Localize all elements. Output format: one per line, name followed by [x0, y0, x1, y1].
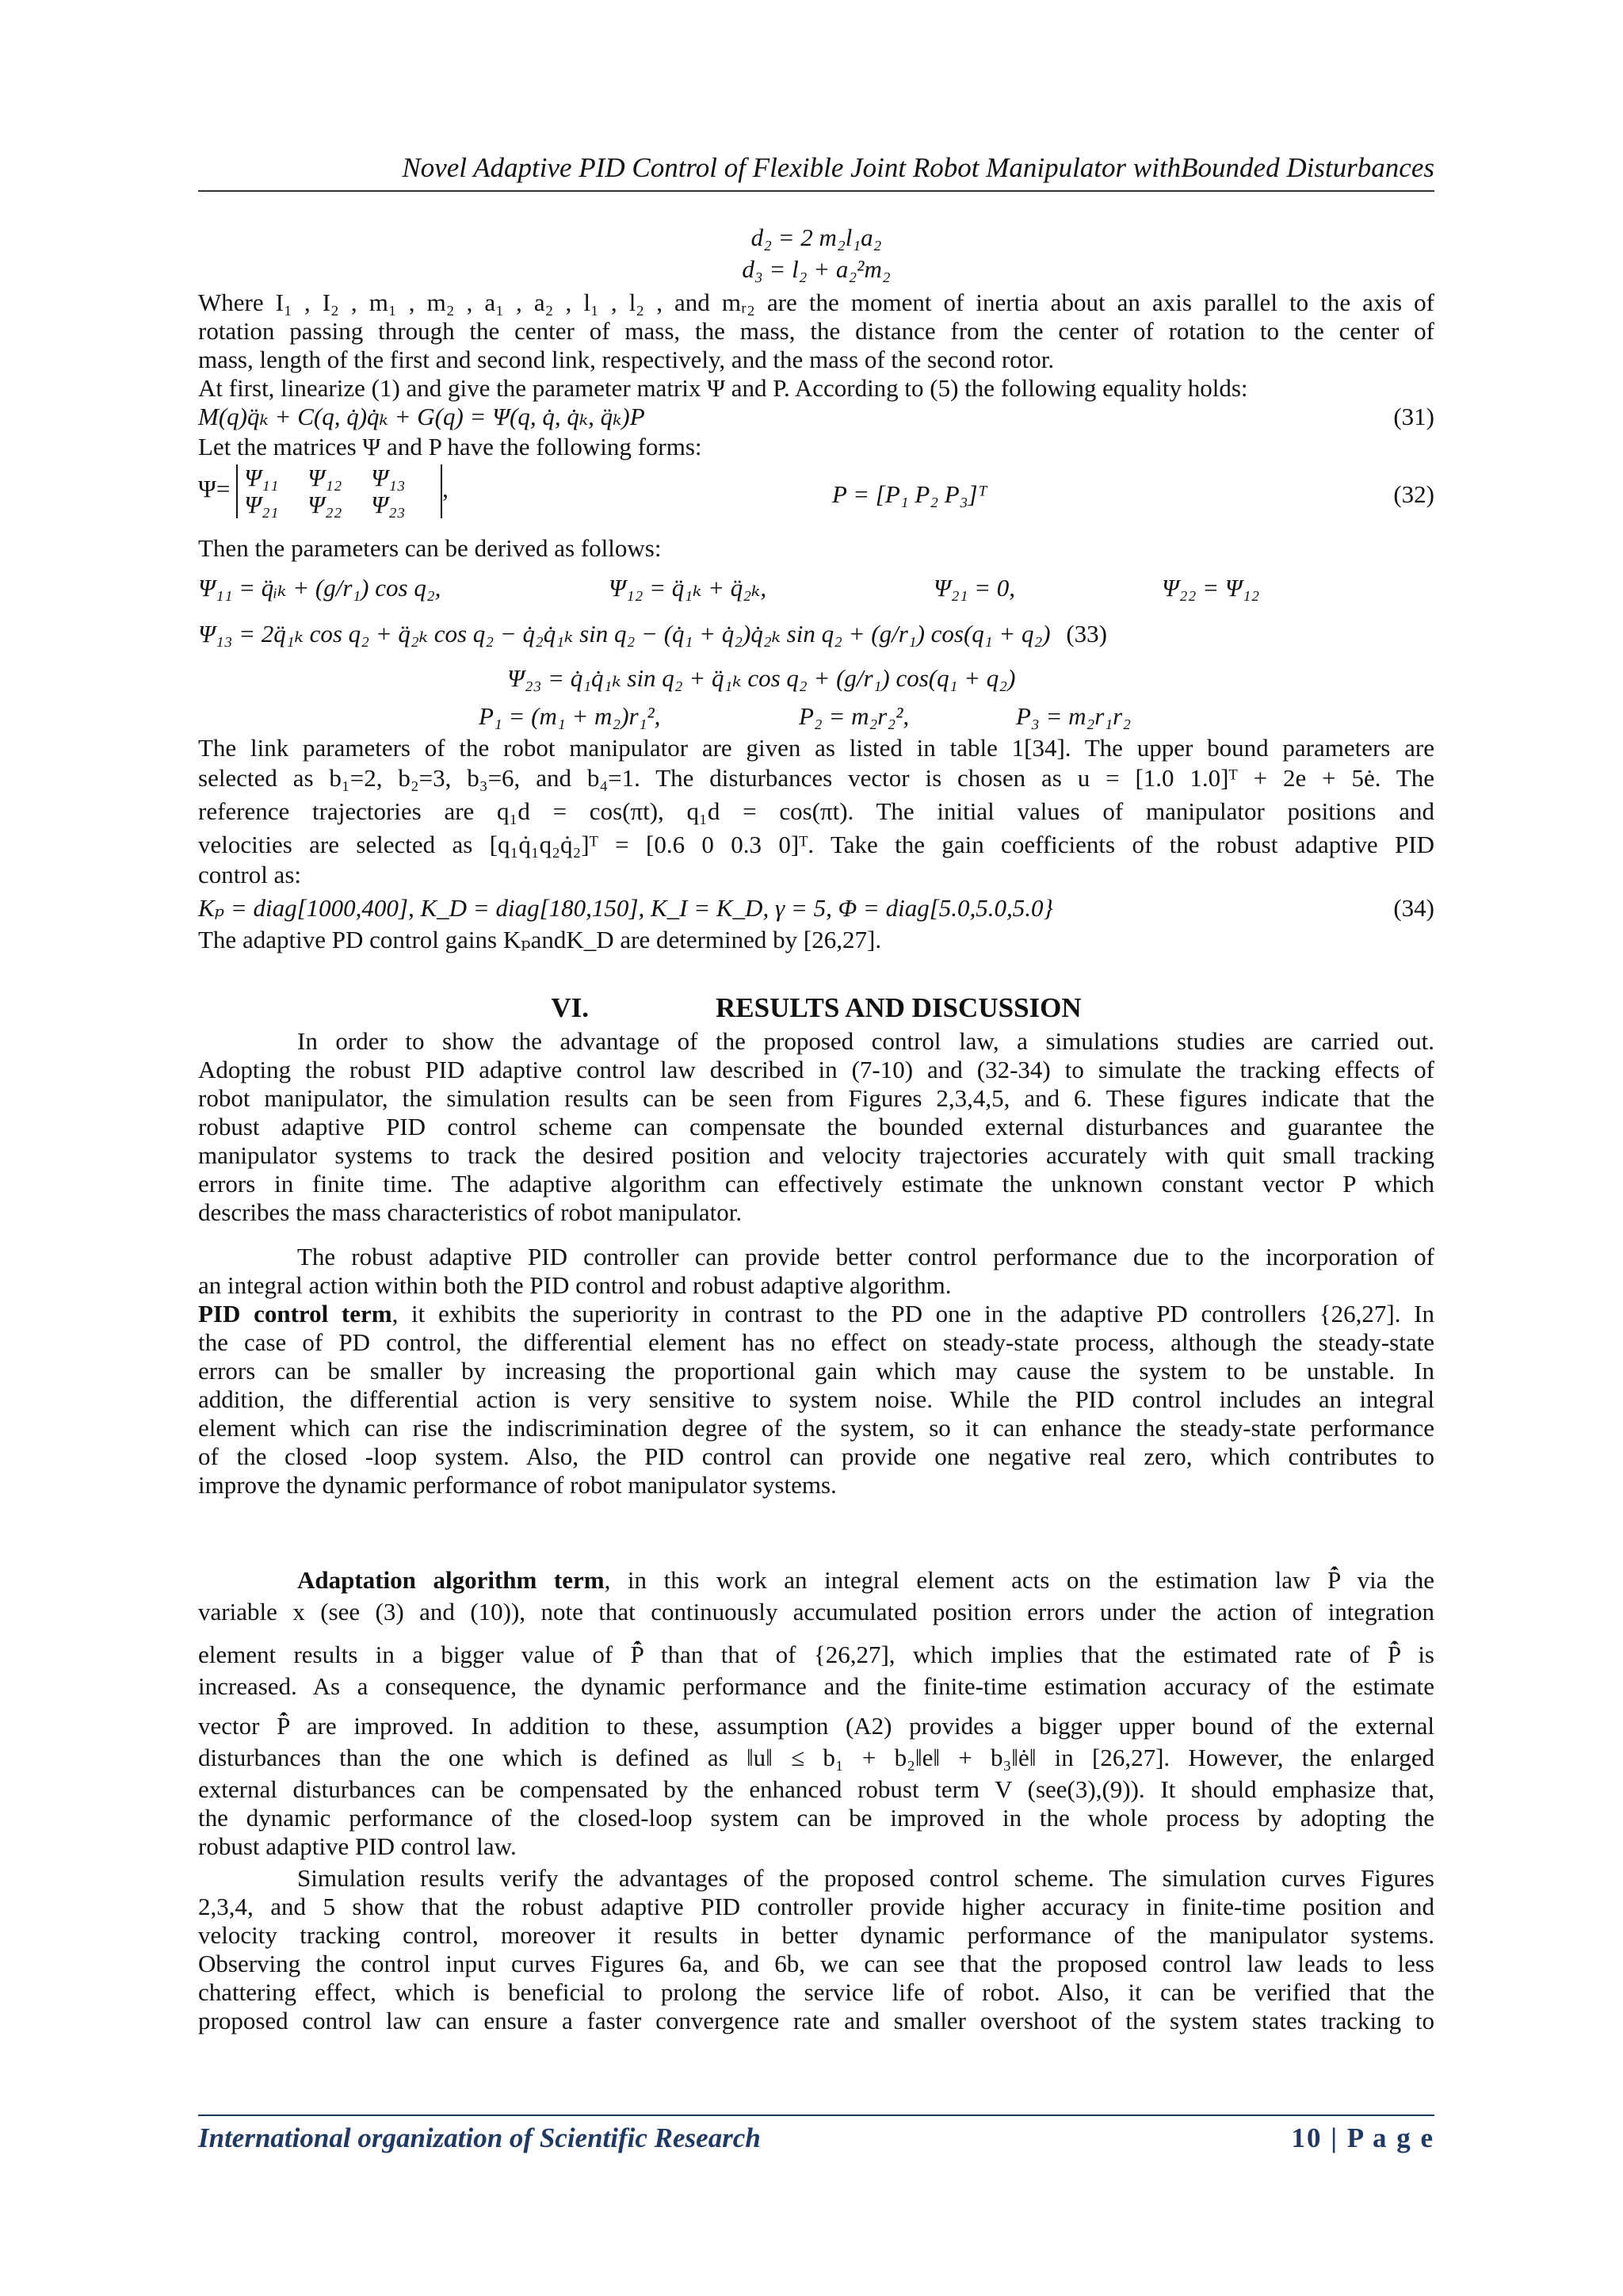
- text-line: velocity tracking control, moreover it results in better dynamic performance of the manipulator systems.: [198, 1921, 1434, 1949]
- text-line: disturbances than the one which is defined as ‖u‖ ≤ b₁ + b₂‖e‖ + b₃‖ė‖ in [26,27]. However, the enlarged: [198, 1744, 1434, 1771]
- text-line: increased. As a consequence, the dynamic performance and the finite-time estimation accuracy of the estimate: [198, 1672, 1434, 1700]
- psi-tail: ,: [442, 475, 449, 503]
- text-line: [198, 1300, 1434, 1328]
- section-number: VI.: [551, 992, 589, 1023]
- text-line: control as:: [198, 861, 301, 888]
- text-line: rotation passing through the center of mass, the mass, the distance from the center of rotation to the center of: [198, 317, 1434, 345]
- matrix-cell: Ψ₂₁: [244, 491, 279, 518]
- text-line: Let the matrices Ψ and P have the following forms:: [198, 433, 702, 460]
- text-line: robot manipulator, the simulation results can be seen from Figures 2,3,4,5, and 6. These figures indicate that the: [198, 1084, 1434, 1112]
- text-line: manipulator systems to track the desired position and velocity trajectories accurately with quit small tracking: [198, 1141, 1434, 1169]
- section-title: RESULTS AND DISCUSSION: [715, 992, 1082, 1023]
- text-line: of the closed -loop system. Also, the PID control can provide one negative real zero, which contributes to: [198, 1442, 1434, 1470]
- text-line: The link parameters of the robot manipulator are given as listed in table 1[34]. The upper bound parameters are: [198, 734, 1434, 762]
- text-span: , in this work an integral element acts on the estimation law P̂̇ via the: [604, 1566, 1434, 1594]
- equation-term: Ψ₁₃ = 2q̈₁ₖ cos q₂ + q̈₂ₖ cos q₂ − q̇₂q̇₁ₖ sin q₂ − (q̇₁ + q̇₂)q̇₂ₖ sin q₂ + (g/r₁) cos(q₁ + q₂): [198, 620, 1051, 648]
- text-line: reference trajectories are q₁d = cos(πt), q₁d = cos(πt). The initial values of manipulator positions and: [198, 797, 1434, 825]
- matrix-cell: Ψ₁₃: [371, 464, 406, 491]
- equation-31: [198, 403, 1434, 431]
- equation-term: P₁ = (m₁ + m₂)r₁²,: [479, 702, 661, 730]
- equation-term: P₂ = m₂r₂²,: [799, 702, 910, 730]
- psi-matrix-row: [244, 491, 434, 518]
- psi-label: Ψ=: [198, 475, 231, 503]
- text-line: Adopting the robust PID adaptive control law described in (7-10) and (32-34) to simulate the tracking effects of: [198, 1056, 1434, 1083]
- text-line: robust adaptive PID control law.: [198, 1832, 517, 1860]
- page-number: 10 | P a g e: [1291, 2122, 1434, 2153]
- text-line: At first, linearize (1) and give the parameter matrix Ψ and P. According to (5) the following equality holds:: [198, 374, 1248, 402]
- text-line: errors in finite time. The adaptive algorithm can effectively estimate the unknown constant vector P which: [198, 1170, 1434, 1198]
- text-line: Observing the control input curves Figures 6a, and 6b, we can see that the proposed control law leads to less: [198, 1950, 1434, 1977]
- equation-33-line3: Ψ₂₃ = q̇₁q̇₁ₖ sin q₂ + q̈₁ₖ cos q₂ + (g/r₁) cos(q₁ + q₂): [507, 664, 1016, 692]
- adaptation-term-heading: Adaptation algorithm term: [297, 1566, 605, 1594]
- equation-34: [198, 894, 1434, 923]
- equation-term: P₃ = m₂r₁r₂: [1016, 702, 1131, 730]
- text-line: element results in a bigger value of P̂̇ than that of {26,27], which implies that the estimated rate of P̂̇ is: [198, 1641, 1434, 1668]
- equation-number: (33): [1066, 620, 1107, 648]
- footer-rule: [198, 2115, 1434, 2116]
- equation-33-line2: [198, 620, 1434, 648]
- equation-number: (32): [1393, 480, 1434, 508]
- text-line: selected as b₁=2, b₂=3, b₃=6, and b₄=1. The disturbances vector is chosen as u = [1.0 1.0]ᵀ + 2e + 5ė. The: [198, 764, 1434, 792]
- equation-34-body: Kₚ = diag[1000,400], K_D = diag[180,150], K_I = K_D, γ = 5, Φ = diag[5.0,5.0,5.0}: [198, 894, 1053, 922]
- text-line: Then the parameters can be derived as follows:: [198, 534, 662, 562]
- matrix-cell: Ψ₁₂: [307, 464, 342, 491]
- text-line: the dynamic performance of the closed-loop system can be improved in the whole process by adopting the: [198, 1804, 1434, 1832]
- psi-matrix-row: [244, 464, 434, 491]
- matrix-cell: Ψ₂₂: [307, 491, 342, 518]
- matrix-cell: Ψ₁₁: [244, 464, 279, 491]
- text-line: variable x (see (3) and (10)), note that continuously accumulated position errors under the action of integration: [198, 1598, 1434, 1626]
- equation-term: Ψ₂₁ = 0,: [934, 574, 1016, 602]
- text-line: robust adaptive PID control scheme can compensate the bounded external disturbances and guarantee the: [198, 1113, 1434, 1140]
- text-line: The adaptive PD control gains KₚandK_D are determined by [26,27].: [198, 926, 882, 953]
- text-line: 2,3,4, and 5 show that the robust adaptive PID controller provide higher accuracy in finite-time position and: [198, 1893, 1434, 1920]
- equation-d2: d₂ = 2 m₂l₁a₂: [750, 223, 882, 251]
- equation-31-body: M(q)q̈ₖ + C(q, q̇)q̇ₖ + G(q) = Ψ(q, q̇, q̇ₖ, q̈ₖ)P: [198, 403, 645, 430]
- pid-term-heading: PID control term: [198, 1300, 392, 1328]
- text-line: errors can be smaller by increasing the proportional gain which may cause the system to be unstable. In: [198, 1357, 1434, 1385]
- text-line: Simulation results verify the advantages of the proposed control scheme. The simulation curves Figures: [297, 1864, 1434, 1892]
- equation-d3: d₃ = l₂ + a₂²m₂: [742, 255, 891, 283]
- text-span: , it exhibits the superiority in contrast to the PD one in the adaptive PD controllers {26,27]. In: [391, 1300, 1434, 1328]
- equation-number: (31): [1393, 403, 1434, 430]
- text-line: The robust adaptive PID controller can provide better control performance due to the incorporation of: [297, 1243, 1434, 1270]
- text-line: Where I₁ , I₂ , m₁ , m₂ , a₁ , a₂ , l₁ , l₂ , and mᵣ₂ are the moment of inertia about an axis parallel to the axis of: [198, 288, 1434, 316]
- text-line: the case of PD control, the differential element has no effect on steady-state process, although the steady-state: [198, 1328, 1434, 1356]
- equation-32: [198, 464, 1434, 525]
- header-rule: [198, 190, 1434, 192]
- text-line: mass, length of the first and second link, respectively, and the mass of the second rotor.: [198, 346, 1055, 373]
- equation-term: Ψ₁₂ = q̈₁ₖ + q̈₂ₖ,: [609, 574, 767, 602]
- text-line: addition, the differential action is very sensitive to system noise. While the PID control includes an integral: [198, 1385, 1434, 1413]
- section-heading: [198, 992, 1434, 1024]
- text-line: In order to show the advantage of the proposed control law, a simulations studies are carried out.: [297, 1027, 1434, 1055]
- equation-term: Ψ₁₁ = q̈ᵢₖ + (g/r₁) cos q₂,: [198, 574, 441, 602]
- text-line: an integral action within both the PID control and robust adaptive algorithm.: [198, 1271, 952, 1299]
- text-line: describes the mass characteristics of robot manipulator.: [198, 1198, 743, 1226]
- running-header: Novel Adaptive PID Control of Flexible Joint Robot Manipulator withBounded Disturbances: [402, 152, 1434, 183]
- equation-term: Ψ₂₂ = Ψ₁₂: [1162, 574, 1260, 602]
- text-line: improve the dynamic performance of robot manipulator systems.: [198, 1471, 837, 1499]
- equation-number: (34): [1393, 894, 1434, 922]
- text-line: [198, 1566, 1434, 1595]
- text-line: chattering effect, which is beneficial to prolong the service life of robot. Also, it can be verified that the: [198, 1978, 1434, 2006]
- text-line: proposed control law can ensure a faster convergence rate and smaller overshoot of the system states tracking to: [198, 2007, 1434, 2034]
- text-line: velocities are selected as [q₁q̇₁q₂q̇₂]ᵀ = [0.6 0 0.3 0]ᵀ. Take the gain coefficients of the robust adaptive PID: [198, 831, 1434, 858]
- p-definition: P = [P₁ P₂ P₃]ᵀ: [832, 480, 987, 508]
- journal-name: International organization of Scientific Research: [198, 2122, 761, 2153]
- text-line: external disturbances can be compensated by the enhanced robust term V (see(3),(9)). It should emphasize that,: [198, 1775, 1434, 1803]
- matrix-cell: Ψ₂₃: [371, 491, 406, 518]
- text-line: element which can rise the indiscrimination degree of the system, so it can enhance the steady-state performance: [198, 1414, 1434, 1442]
- psi-matrix: [236, 464, 442, 518]
- text-line: vector P̂̇ are improved. In addition to these, assumption (A2) provides a bigger upper bound of the external: [198, 1712, 1434, 1740]
